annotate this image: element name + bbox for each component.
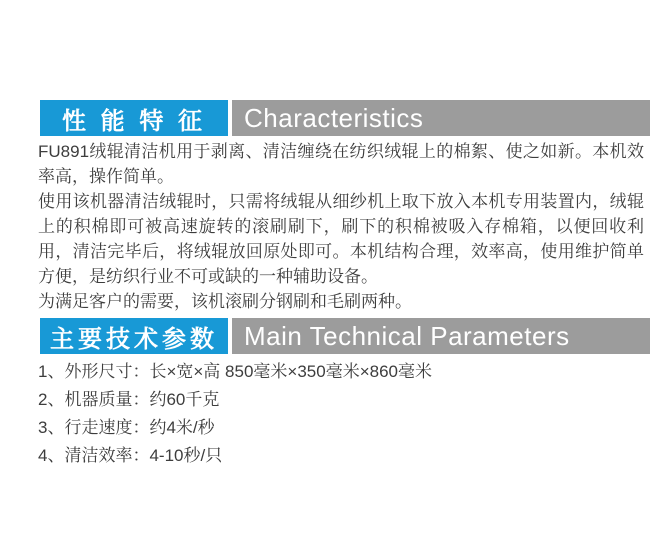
- parameters-list: [38, 358, 644, 470]
- characteristics-paragraph-1: FU891绒辊清洁机用于剥离、清洁缠绕在纺织绒辊上的棉絮、使之如新。本机效率高，操作简单。: [38, 142, 644, 186]
- parameter-item-dimensions: 1、外形尺寸：长×宽×高 850毫米×350毫米×860毫米: [38, 362, 432, 381]
- characteristics-title-zh: 性 能 特 征: [40, 100, 228, 136]
- section-header-parameters: [40, 318, 650, 354]
- parameters-title-en: Main Technical Parameters: [232, 318, 650, 354]
- parameter-item-speed: 3、行走速度：约4米/秒: [38, 418, 215, 437]
- characteristics-body: [38, 139, 644, 314]
- parameters-title-zh: 主要技术参数: [40, 318, 228, 354]
- characteristics-paragraph-2: 使用该机器清洁绒辊时，只需将绒辊从细纱机上取下放入本机专用装置内，绒辊上的积棉即可被高速旋转的滚刷刷下，刷下的积棉被吸入存棉箱，以便回收利用，清洁完毕后，将绒辊放回原处即可。本机结构合理，效率高，使用维护简单方便，是纺织行业不可或缺的一种辅助设备。: [38, 192, 644, 286]
- characteristics-paragraph-3: 为满足客户的需要，该机滚刷分钢刷和毛刷两种。: [38, 292, 412, 311]
- parameter-item-efficiency: 4、清洁效率：4-10秒/只: [38, 446, 223, 465]
- characteristics-title-en: Characteristics: [232, 100, 650, 136]
- parameter-item-weight: 2、机器质量：约60千克: [38, 390, 220, 409]
- section-header-characteristics: [40, 100, 650, 136]
